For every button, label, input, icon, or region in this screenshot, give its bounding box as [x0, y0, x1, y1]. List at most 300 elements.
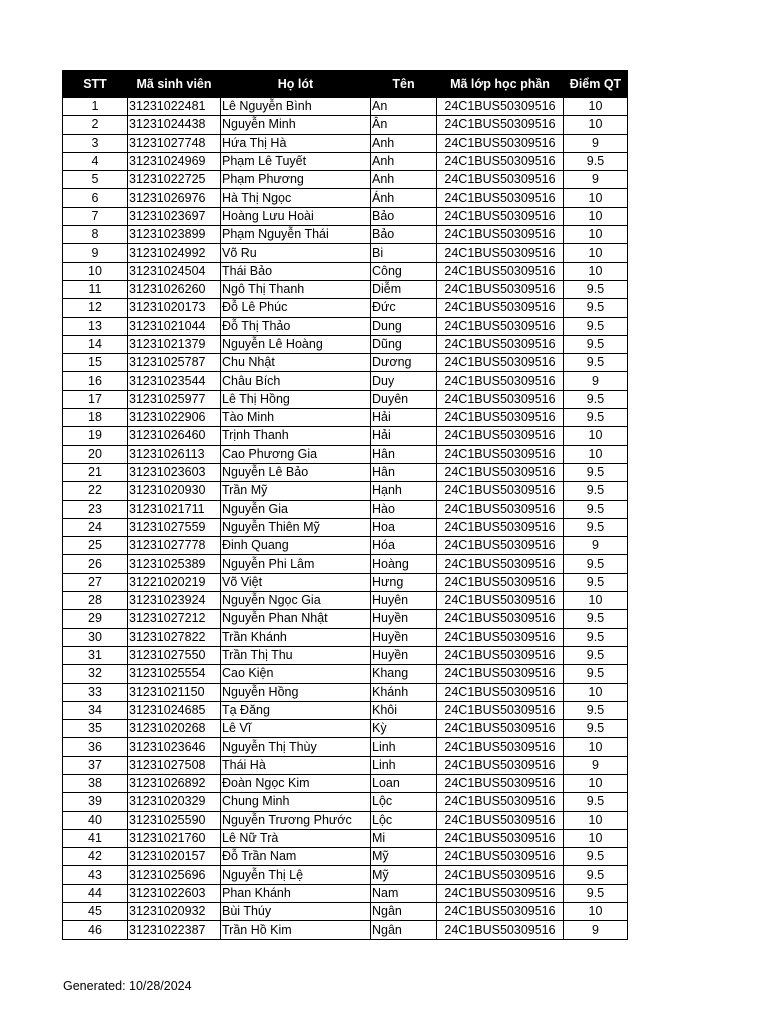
cell-student-id: 31231024992 [128, 244, 221, 262]
cell-score: 9.5 [564, 720, 628, 738]
cell-score: 9.5 [564, 573, 628, 591]
cell-student-id: 31231023899 [128, 226, 221, 244]
cell-score: 9.5 [564, 884, 628, 902]
cell-stt: 5 [63, 171, 128, 189]
table-row [63, 98, 628, 116]
table-row [63, 903, 628, 921]
table-row [63, 738, 628, 756]
cell-student-id: 31231027778 [128, 537, 221, 555]
cell-student-id: 31231025590 [128, 811, 221, 829]
cell-score: 9.5 [564, 482, 628, 500]
table-row [63, 409, 628, 427]
table-row [63, 646, 628, 664]
cell-score: 9.5 [564, 555, 628, 573]
cell-surname: Phạm Nguyễn Thái [221, 226, 371, 244]
cell-class-code: 24C1BUS50309516 [437, 98, 564, 116]
cell-surname: Nguyễn Hồng [221, 683, 371, 701]
cell-student-id: 31221020219 [128, 573, 221, 591]
cell-score: 9 [564, 537, 628, 555]
cell-surname: Trần Thị Thu [221, 646, 371, 664]
cell-score: 9.5 [564, 299, 628, 317]
cell-student-id: 31231026892 [128, 774, 221, 792]
cell-class-code: 24C1BUS50309516 [437, 317, 564, 335]
cell-score: 10 [564, 774, 628, 792]
cell-score: 9.5 [564, 646, 628, 664]
table-row [63, 262, 628, 280]
cell-score: 9 [564, 372, 628, 390]
cell-class-code: 24C1BUS50309516 [437, 756, 564, 774]
table-row [63, 372, 628, 390]
cell-student-id: 31231024438 [128, 116, 221, 134]
cell-stt: 34 [63, 701, 128, 719]
cell-surname: Nguyễn Lê Bảo [221, 463, 371, 481]
cell-surname: Đinh Quang [221, 537, 371, 555]
cell-class-code: 24C1BUS50309516 [437, 573, 564, 591]
cell-stt: 40 [63, 811, 128, 829]
cell-stt: 41 [63, 829, 128, 847]
cell-first-name: Công [371, 262, 437, 280]
cell-surname: Trần Hồ Kim [221, 921, 371, 939]
grade-table [62, 70, 628, 940]
cell-class-code: 24C1BUS50309516 [437, 793, 564, 811]
cell-first-name: Dũng [371, 335, 437, 353]
cell-class-code: 24C1BUS50309516 [437, 646, 564, 664]
cell-surname: Lê Vĩ [221, 720, 371, 738]
cell-stt: 23 [63, 500, 128, 518]
table-row [63, 445, 628, 463]
cell-stt: 36 [63, 738, 128, 756]
cell-first-name: Nam [371, 884, 437, 902]
cell-first-name: An [371, 98, 437, 116]
cell-stt: 21 [63, 463, 128, 481]
cell-stt: 37 [63, 756, 128, 774]
cell-score: 9 [564, 921, 628, 939]
cell-student-id: 31231026460 [128, 427, 221, 445]
table-row [63, 701, 628, 719]
cell-stt: 35 [63, 720, 128, 738]
cell-first-name: Duyên [371, 390, 437, 408]
cell-class-code: 24C1BUS50309516 [437, 427, 564, 445]
table-row [63, 171, 628, 189]
cell-stt: 42 [63, 848, 128, 866]
cell-class-code: 24C1BUS50309516 [437, 463, 564, 481]
table-row [63, 335, 628, 353]
cell-class-code: 24C1BUS50309516 [437, 409, 564, 427]
header-stt: STT [63, 71, 128, 98]
cell-score: 10 [564, 683, 628, 701]
cell-first-name: Hóa [371, 537, 437, 555]
table-row [63, 756, 628, 774]
cell-class-code: 24C1BUS50309516 [437, 738, 564, 756]
cell-stt: 15 [63, 354, 128, 372]
cell-student-id: 31231020930 [128, 482, 221, 500]
header-first-name: Tên [371, 71, 437, 98]
generated-date: Generated: 10/28/2024 [63, 979, 192, 993]
cell-first-name: Huyên [371, 592, 437, 610]
table-row [63, 683, 628, 701]
cell-class-code: 24C1BUS50309516 [437, 866, 564, 884]
cell-first-name: Hào [371, 500, 437, 518]
cell-class-code: 24C1BUS50309516 [437, 518, 564, 536]
cell-student-id: 31231027559 [128, 518, 221, 536]
cell-first-name: Lộc [371, 811, 437, 829]
cell-surname: Nguyễn Gia [221, 500, 371, 518]
cell-surname: Thái Hà [221, 756, 371, 774]
cell-student-id: 31231023924 [128, 592, 221, 610]
cell-student-id: 31231024969 [128, 152, 221, 170]
cell-surname: Đoàn Ngọc Kim [221, 774, 371, 792]
cell-student-id: 31231021711 [128, 500, 221, 518]
cell-surname: Nguyễn Minh [221, 116, 371, 134]
cell-score: 10 [564, 262, 628, 280]
cell-class-code: 24C1BUS50309516 [437, 592, 564, 610]
table-row [63, 354, 628, 372]
cell-class-code: 24C1BUS50309516 [437, 829, 564, 847]
cell-class-code: 24C1BUS50309516 [437, 848, 564, 866]
cell-score: 10 [564, 829, 628, 847]
cell-student-id: 31231021379 [128, 335, 221, 353]
cell-surname: Nguyễn Thiên Mỹ [221, 518, 371, 536]
cell-student-id: 31231023544 [128, 372, 221, 390]
table-row [63, 134, 628, 152]
table-header-row [63, 71, 628, 98]
cell-student-id: 31231025389 [128, 555, 221, 573]
cell-class-code: 24C1BUS50309516 [437, 720, 564, 738]
table-body [63, 98, 628, 940]
cell-class-code: 24C1BUS50309516 [437, 207, 564, 225]
cell-first-name: Duy [371, 372, 437, 390]
cell-stt: 46 [63, 921, 128, 939]
cell-first-name: Bi [371, 244, 437, 262]
cell-class-code: 24C1BUS50309516 [437, 244, 564, 262]
cell-score: 9.5 [564, 610, 628, 628]
cell-first-name: Loan [371, 774, 437, 792]
table-row [63, 811, 628, 829]
cell-score: 9.5 [564, 665, 628, 683]
cell-surname: Trần Khánh [221, 628, 371, 646]
table-row [63, 921, 628, 939]
cell-score: 9 [564, 134, 628, 152]
cell-stt: 43 [63, 866, 128, 884]
cell-stt: 1 [63, 98, 128, 116]
cell-stt: 28 [63, 592, 128, 610]
cell-student-id: 31231023603 [128, 463, 221, 481]
cell-stt: 29 [63, 610, 128, 628]
cell-surname: Tào Minh [221, 409, 371, 427]
cell-surname: Hứa Thị Hà [221, 134, 371, 152]
cell-student-id: 31231021044 [128, 317, 221, 335]
cell-student-id: 31231027550 [128, 646, 221, 664]
cell-first-name: Dương [371, 354, 437, 372]
cell-class-code: 24C1BUS50309516 [437, 189, 564, 207]
cell-first-name: Mỹ [371, 848, 437, 866]
cell-class-code: 24C1BUS50309516 [437, 683, 564, 701]
cell-student-id: 31231026113 [128, 445, 221, 463]
cell-stt: 10 [63, 262, 128, 280]
cell-first-name: Hoa [371, 518, 437, 536]
table-row [63, 500, 628, 518]
cell-stt: 14 [63, 335, 128, 353]
cell-first-name: Diễm [371, 280, 437, 298]
cell-first-name: Ân [371, 116, 437, 134]
cell-stt: 44 [63, 884, 128, 902]
table-row [63, 226, 628, 244]
cell-surname: Lê Thị Hồng [221, 390, 371, 408]
cell-stt: 33 [63, 683, 128, 701]
cell-class-code: 24C1BUS50309516 [437, 372, 564, 390]
cell-score: 9.5 [564, 701, 628, 719]
table-row [63, 592, 628, 610]
cell-surname: Bùi Thúy [221, 903, 371, 921]
cell-student-id: 31231027748 [128, 134, 221, 152]
cell-stt: 11 [63, 280, 128, 298]
header-score: Điểm QT [564, 71, 628, 98]
cell-surname: Châu Bích [221, 372, 371, 390]
cell-stt: 12 [63, 299, 128, 317]
cell-score: 9.5 [564, 628, 628, 646]
cell-score: 10 [564, 244, 628, 262]
cell-stt: 8 [63, 226, 128, 244]
cell-class-code: 24C1BUS50309516 [437, 482, 564, 500]
cell-first-name: Dung [371, 317, 437, 335]
cell-first-name: Hạnh [371, 482, 437, 500]
table-row [63, 280, 628, 298]
cell-student-id: 31231023646 [128, 738, 221, 756]
table-row [63, 427, 628, 445]
cell-stt: 38 [63, 774, 128, 792]
table-row [63, 299, 628, 317]
cell-stt: 19 [63, 427, 128, 445]
table-row [63, 848, 628, 866]
cell-stt: 3 [63, 134, 128, 152]
cell-stt: 26 [63, 555, 128, 573]
cell-stt: 9 [63, 244, 128, 262]
cell-student-id: 31231021760 [128, 829, 221, 847]
cell-student-id: 31231027212 [128, 610, 221, 628]
cell-stt: 16 [63, 372, 128, 390]
cell-surname: Phạm Phương [221, 171, 371, 189]
cell-class-code: 24C1BUS50309516 [437, 171, 564, 189]
cell-first-name: Ánh [371, 189, 437, 207]
cell-class-code: 24C1BUS50309516 [437, 280, 564, 298]
cell-surname: Chu Nhật [221, 354, 371, 372]
cell-class-code: 24C1BUS50309516 [437, 903, 564, 921]
cell-stt: 13 [63, 317, 128, 335]
cell-stt: 20 [63, 445, 128, 463]
cell-first-name: Khánh [371, 683, 437, 701]
cell-surname: Tạ Đăng [221, 701, 371, 719]
cell-first-name: Bảo [371, 207, 437, 225]
cell-surname: Thái Bảo [221, 262, 371, 280]
table-row [63, 610, 628, 628]
cell-class-code: 24C1BUS50309516 [437, 537, 564, 555]
cell-surname: Ngô Thị Thanh [221, 280, 371, 298]
cell-first-name: Lộc [371, 793, 437, 811]
cell-student-id: 31231026976 [128, 189, 221, 207]
cell-class-code: 24C1BUS50309516 [437, 921, 564, 939]
cell-score: 9 [564, 171, 628, 189]
cell-student-id: 31231023697 [128, 207, 221, 225]
cell-first-name: Anh [371, 152, 437, 170]
cell-surname: Nguyễn Phi Lâm [221, 555, 371, 573]
cell-first-name: Khôi [371, 701, 437, 719]
cell-score: 9.5 [564, 793, 628, 811]
cell-class-code: 24C1BUS50309516 [437, 134, 564, 152]
cell-score: 9.5 [564, 500, 628, 518]
cell-surname: Lê Nguyễn Bình [221, 98, 371, 116]
cell-student-id: 31231025977 [128, 390, 221, 408]
cell-surname: Nguyễn Thị Thùy [221, 738, 371, 756]
cell-class-code: 24C1BUS50309516 [437, 116, 564, 134]
cell-student-id: 31231020932 [128, 903, 221, 921]
cell-student-id: 31231024504 [128, 262, 221, 280]
cell-score: 10 [564, 207, 628, 225]
cell-score: 10 [564, 226, 628, 244]
cell-class-code: 24C1BUS50309516 [437, 610, 564, 628]
cell-surname: Võ Việt [221, 573, 371, 591]
cell-first-name: Linh [371, 756, 437, 774]
cell-stt: 32 [63, 665, 128, 683]
cell-surname: Cao Phương Gia [221, 445, 371, 463]
cell-surname: Nguyễn Phan Nhật [221, 610, 371, 628]
table-row [63, 518, 628, 536]
cell-score: 9.5 [564, 409, 628, 427]
cell-class-code: 24C1BUS50309516 [437, 774, 564, 792]
table-row [63, 866, 628, 884]
cell-score: 9.5 [564, 463, 628, 481]
cell-stt: 45 [63, 903, 128, 921]
cell-stt: 7 [63, 207, 128, 225]
cell-surname: Võ Ru [221, 244, 371, 262]
cell-first-name: Huyền [371, 628, 437, 646]
table-row [63, 537, 628, 555]
cell-student-id: 31231020173 [128, 299, 221, 317]
cell-surname: Đỗ Lê Phúc [221, 299, 371, 317]
cell-score: 9.5 [564, 518, 628, 536]
cell-surname: Hà Thị Ngọc [221, 189, 371, 207]
cell-stt: 24 [63, 518, 128, 536]
cell-student-id: 31231020329 [128, 793, 221, 811]
cell-class-code: 24C1BUS50309516 [437, 555, 564, 573]
cell-first-name: Ngân [371, 921, 437, 939]
cell-score: 9 [564, 756, 628, 774]
cell-first-name: Khang [371, 665, 437, 683]
cell-first-name: Kỳ [371, 720, 437, 738]
cell-first-name: Anh [371, 134, 437, 152]
cell-surname: Nguyễn Lê Hoàng [221, 335, 371, 353]
cell-stt: 17 [63, 390, 128, 408]
cell-score: 9.5 [564, 848, 628, 866]
table-row [63, 884, 628, 902]
cell-score: 9.5 [564, 152, 628, 170]
table-row [63, 463, 628, 481]
table-row [63, 573, 628, 591]
cell-score: 10 [564, 98, 628, 116]
cell-stt: 22 [63, 482, 128, 500]
table-row [63, 774, 628, 792]
header-surname: Họ lót [221, 71, 371, 98]
cell-first-name: Huyền [371, 646, 437, 664]
cell-class-code: 24C1BUS50309516 [437, 665, 564, 683]
cell-stt: 30 [63, 628, 128, 646]
cell-stt: 4 [63, 152, 128, 170]
table-row [63, 555, 628, 573]
table-row [63, 720, 628, 738]
cell-first-name: Bảo [371, 226, 437, 244]
cell-score: 9.5 [564, 335, 628, 353]
cell-student-id: 31231020268 [128, 720, 221, 738]
cell-surname: Phạm Lê Tuyết [221, 152, 371, 170]
table-row [63, 829, 628, 847]
cell-first-name: Hưng [371, 573, 437, 591]
cell-score: 9.5 [564, 317, 628, 335]
cell-class-code: 24C1BUS50309516 [437, 354, 564, 372]
cell-class-code: 24C1BUS50309516 [437, 445, 564, 463]
table-row [63, 665, 628, 683]
cell-student-id: 31231022906 [128, 409, 221, 427]
cell-score: 10 [564, 445, 628, 463]
table-row [63, 390, 628, 408]
cell-surname: Nguyễn Trương Phước [221, 811, 371, 829]
cell-student-id: 31231024685 [128, 701, 221, 719]
table-row [63, 207, 628, 225]
cell-first-name: Hoàng [371, 555, 437, 573]
cell-class-code: 24C1BUS50309516 [437, 335, 564, 353]
cell-student-id: 31231020157 [128, 848, 221, 866]
cell-score: 10 [564, 811, 628, 829]
table-row [63, 317, 628, 335]
cell-class-code: 24C1BUS50309516 [437, 390, 564, 408]
cell-class-code: 24C1BUS50309516 [437, 628, 564, 646]
cell-class-code: 24C1BUS50309516 [437, 701, 564, 719]
cell-first-name: Huyền [371, 610, 437, 628]
cell-class-code: 24C1BUS50309516 [437, 500, 564, 518]
table-row [63, 244, 628, 262]
cell-score: 9.5 [564, 390, 628, 408]
table-row [63, 116, 628, 134]
cell-score: 10 [564, 189, 628, 207]
cell-score: 10 [564, 427, 628, 445]
cell-score: 9.5 [564, 866, 628, 884]
cell-surname: Đỗ Trần Nam [221, 848, 371, 866]
cell-class-code: 24C1BUS50309516 [437, 262, 564, 280]
table-row [63, 152, 628, 170]
cell-class-code: 24C1BUS50309516 [437, 152, 564, 170]
cell-surname: Chung Minh [221, 793, 371, 811]
table-row [63, 628, 628, 646]
cell-surname: Phan Khánh [221, 884, 371, 902]
cell-surname: Nguyễn Thị Lệ [221, 866, 371, 884]
cell-student-id: 31231022603 [128, 884, 221, 902]
cell-first-name: Hân [371, 445, 437, 463]
cell-score: 9.5 [564, 354, 628, 372]
cell-stt: 39 [63, 793, 128, 811]
cell-score: 9.5 [564, 280, 628, 298]
cell-score: 10 [564, 738, 628, 756]
cell-score: 10 [564, 592, 628, 610]
cell-stt: 2 [63, 116, 128, 134]
cell-stt: 18 [63, 409, 128, 427]
cell-surname: Hoàng Lưu Hoài [221, 207, 371, 225]
cell-first-name: Mi [371, 829, 437, 847]
cell-student-id: 31231027508 [128, 756, 221, 774]
cell-first-name: Ngân [371, 903, 437, 921]
cell-student-id: 31231021150 [128, 683, 221, 701]
header-class-code: Mã lớp học phần [437, 71, 564, 98]
cell-score: 10 [564, 903, 628, 921]
table-row [63, 189, 628, 207]
cell-class-code: 24C1BUS50309516 [437, 811, 564, 829]
